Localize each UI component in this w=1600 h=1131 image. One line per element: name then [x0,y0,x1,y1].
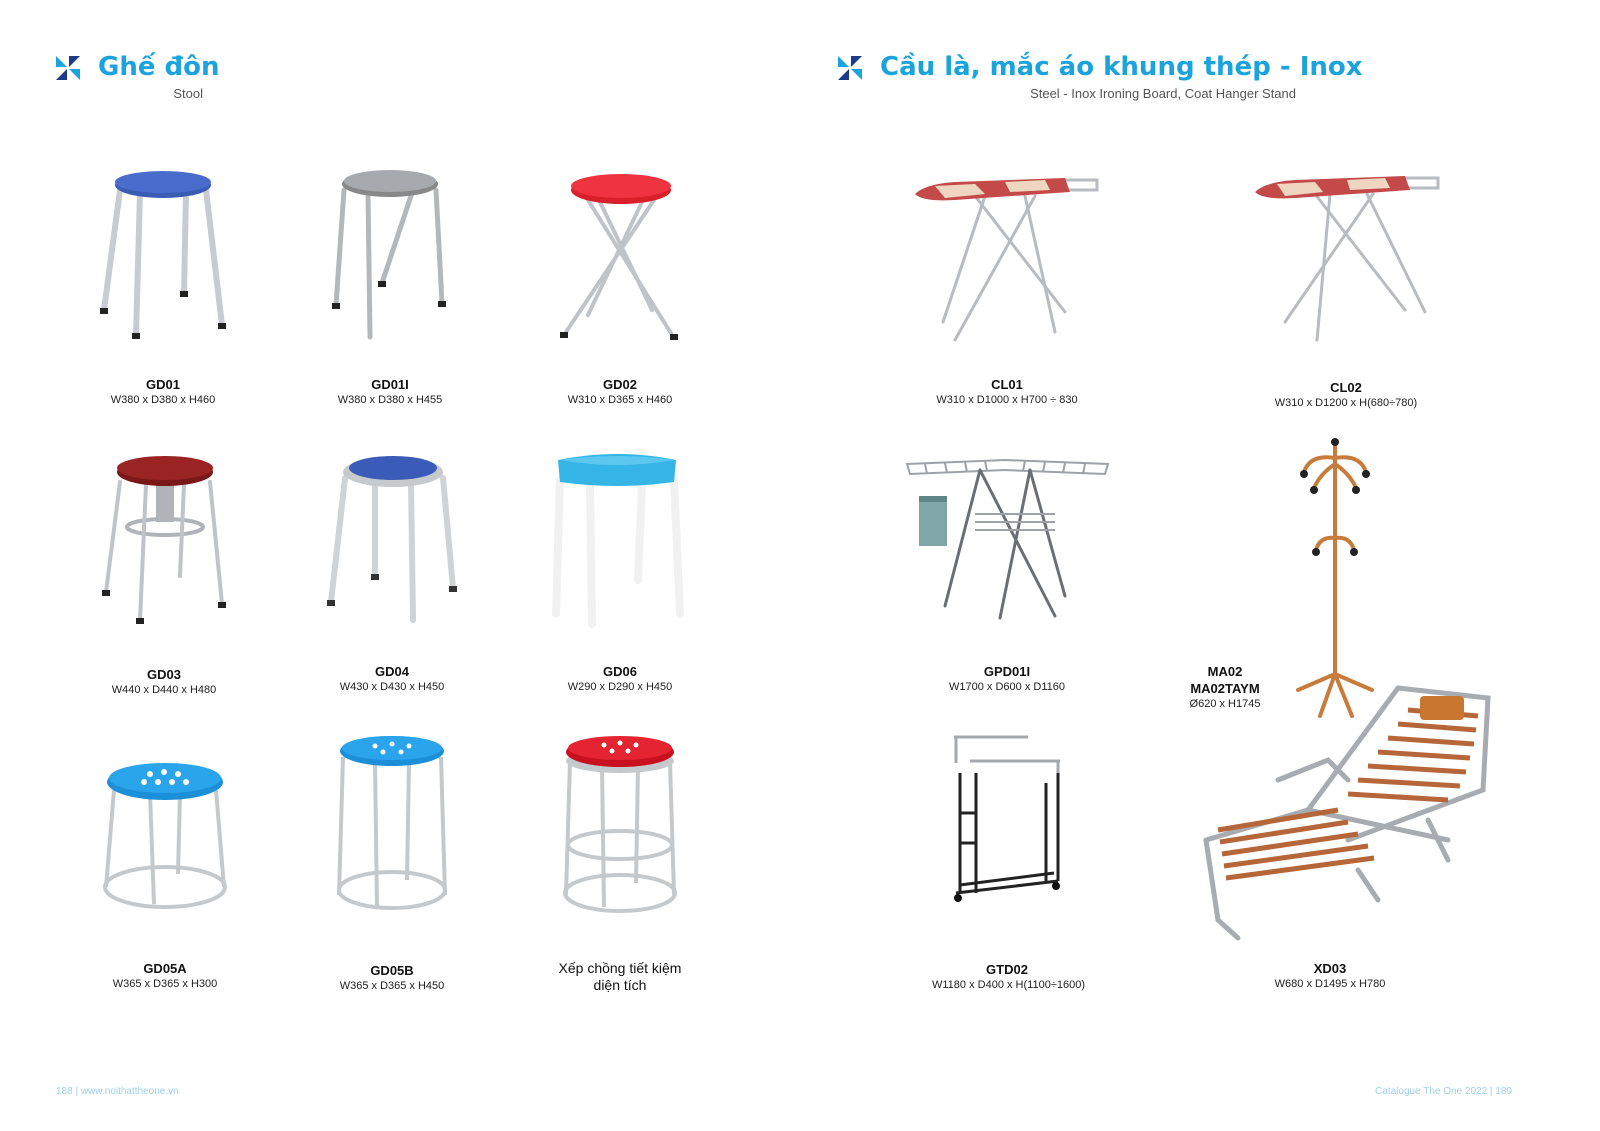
stool-image [335,735,450,915]
stool-image [325,452,460,624]
caption-stacked-stools [545,960,695,994]
footer-right: Catalogue The One 2022 | 189 [1375,1086,1512,1097]
product-code: CL02 [1330,380,1362,395]
caption-xd03 [1255,960,1405,991]
product-code: GD04 [375,664,409,679]
coat-stand-image [1290,438,1380,720]
product-dimensions: W365 x D365 x H300 [112,978,218,990]
folding-stool-image [556,170,686,350]
ironing-board-image [915,172,1100,344]
caption-gtd02 [932,961,1085,992]
section-title-ironing: Cầu là, mắc áo khung thép - Inox [880,52,1363,82]
product-dimensions: W380 x D380 x H455 [337,394,443,406]
product-code: GD05A [143,961,187,976]
product-dimensions: W1180 x D400 x H(1100÷1600) [932,979,1085,991]
caption-cl02 [1271,379,1421,410]
clothes-rack-image [950,733,1065,918]
product-code-variant: MA02TAYM [1190,681,1260,696]
product-code: GD01I [371,377,409,392]
product-code: GD01 [146,377,180,392]
product-cl02 [1255,172,1440,344]
drying-rack-image [905,456,1110,622]
footer-left: 188 | www.noithattheone.vn [56,1086,179,1097]
product-gd05b [335,735,450,915]
stool-image [100,452,230,632]
product-gd03 [100,452,230,632]
product-gtd02 [950,733,1065,918]
brand-logo-icon [56,56,80,80]
product-cl01 [915,172,1100,344]
product-code: GD02 [603,377,637,392]
product-dimensions: W310 x D1200 x H(680÷780) [1274,397,1418,409]
caption-gd02 [545,376,695,407]
product-ma02 [1290,438,1380,720]
product-gd01i [330,165,450,345]
caption-gd06 [545,663,695,694]
caption-gd01i [315,376,465,407]
product-code: CL01 [991,377,1023,392]
lounge-chair-image [1198,680,1490,948]
product-dimensions: W380 x D380 x H460 [110,394,216,406]
stool-image [98,165,228,345]
stacked-stool-image [560,735,680,915]
product-dimensions: W365 x D365 x H450 [339,980,445,992]
product-dimensions: W440 x D440 x H480 [111,684,217,696]
product-note: Xếp chồng tiết kiệm diện tích [558,960,682,993]
product-dimensions: W290 x D290 x H450 [567,681,673,693]
product-gd05a [100,762,230,912]
plastic-stool-image [550,452,684,630]
product-code: GD06 [603,664,637,679]
product-dimensions: W680 x D1495 x H780 [1274,978,1386,990]
caption-cl01 [932,376,1082,407]
product-dimensions: W1700 x D600 x D1160 [949,681,1065,693]
section-title-stool: Ghế đôn [98,52,220,82]
product-xd03 [1198,680,1490,948]
caption-gd05a [90,960,240,991]
caption-gd04 [317,663,467,694]
product-dimensions: W310 x D1000 x H700 ÷ 830 [936,394,1078,406]
product-dimensions: W430 x D430 x H450 [339,681,445,693]
product-gpd01i [905,456,1110,622]
product-code: GTD02 [986,962,1028,977]
ironing-board-image [1255,172,1440,344]
caption-gd01 [88,376,238,407]
caption-gd03 [89,666,239,697]
product-code: MA02 [1207,664,1243,679]
product-code: GD03 [147,667,181,682]
product-gd01 [98,165,228,345]
product-code: GPD01I [983,664,1031,679]
caption-gpd01i [932,663,1082,694]
stool-image [330,165,450,345]
brand-logo-icon [838,56,862,80]
stool-image [100,762,230,912]
section-subtitle-ironing: Steel - Inox Ironing Board, Coat Hanger Stand [1030,86,1296,101]
caption-gd05b [317,962,467,993]
product-gd02 [556,170,686,350]
product-gd06 [550,452,684,630]
product-code: GD05B [370,963,414,978]
product-code: XD03 [1313,961,1347,976]
section-subtitle-stool: Stool [173,86,203,101]
product-dimensions: Ø620 x H1745 [1189,698,1261,710]
product-dimensions: W310 x D365 x H460 [567,394,673,406]
product-stacked-stools [560,735,680,915]
product-gd04 [325,452,460,624]
